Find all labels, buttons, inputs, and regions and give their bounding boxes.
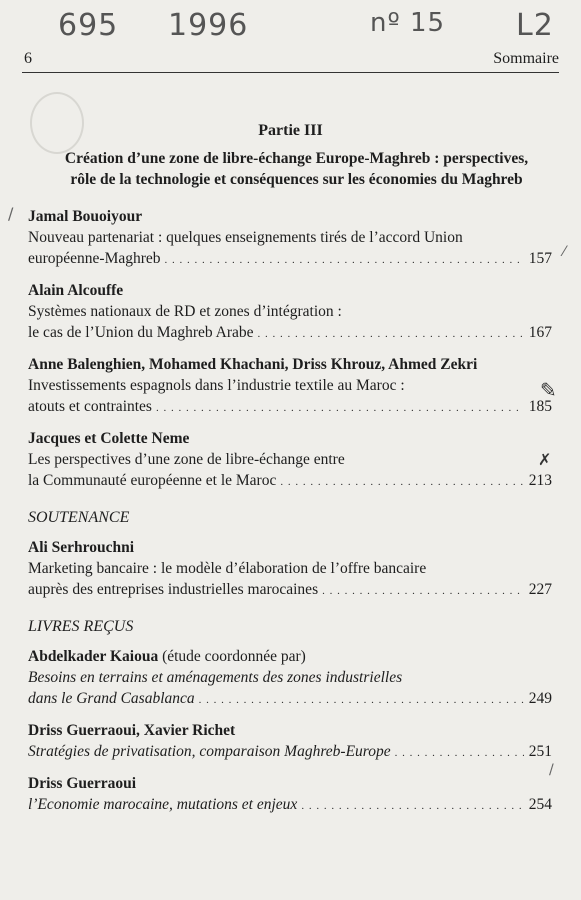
- entry-author: Driss Guerraoui, Xavier Richet: [28, 722, 236, 739]
- handwritten-year: 1996: [168, 8, 249, 43]
- entry-author: Jacques et Colette Neme: [28, 430, 190, 447]
- entry-title-last-line: [28, 470, 552, 493]
- dot-leader: [199, 690, 524, 711]
- entry-page-number: 249: [528, 690, 552, 707]
- entry-title-end: Stratégies de privatisation, comparaison Maghreb-Europe: [28, 743, 391, 760]
- toc-entry[interactable]: [28, 773, 552, 817]
- entry-title-line: Marketing bancaire : le modèle d’élaboration de l’offre bancaire: [28, 560, 427, 577]
- dot-leader: [395, 743, 524, 764]
- entry-author: Alain Alcouffe: [28, 282, 124, 299]
- section-heading-soutenance: SOUTENANCE: [28, 509, 130, 526]
- dot-leader: [280, 472, 524, 493]
- part-title: Partie III: [258, 122, 323, 139]
- toc-entry[interactable]: [28, 280, 552, 345]
- entry-title-line: Besoins en terrains et aménagements des zones industrielles: [28, 669, 403, 686]
- entry-title-end: atouts et contraintes: [28, 398, 152, 415]
- entry-author: Driss Guerraoui: [28, 775, 137, 792]
- entry-title-end: la Communauté européenne et le Maroc: [28, 472, 277, 489]
- section-heading-livres: LIVRES REÇUS: [28, 618, 134, 635]
- pen-tick-mark: /: [8, 204, 14, 223]
- toc-entry[interactable]: [28, 646, 552, 711]
- entry-title-line: Les perspectives d’une zone de libre-échange entre: [28, 451, 345, 468]
- dot-leader: [301, 796, 524, 817]
- entry-title-end: le cas de l’Union du Maghreb Arabe: [28, 324, 254, 341]
- entry-title-end: auprès des entreprises industrielles marocaines: [28, 581, 319, 598]
- entry-page-number: 251: [528, 743, 552, 760]
- page-number: 6: [24, 50, 32, 67]
- entry-title-last-line: [28, 396, 552, 419]
- table-of-contents: [28, 206, 552, 826]
- entry-title-last-line: [28, 579, 552, 602]
- pen-tick-mark: ⁄: [563, 244, 566, 260]
- entry-page-number: 213: [528, 472, 552, 489]
- entry-title-end: européenne-Maghreb: [28, 250, 161, 267]
- entry-title-last-line: [28, 794, 552, 817]
- entry-title-last-line: [28, 741, 552, 764]
- entry-title-last-line: [28, 322, 552, 345]
- running-head: Sommaire: [493, 50, 559, 67]
- dot-leader: [258, 324, 524, 345]
- entry-title-line: Nouveau partenariat : quelques enseignements tirés de l’accord Union: [28, 229, 463, 246]
- toc-entry[interactable]: [28, 428, 552, 493]
- entry-title-line: Investissements espagnols dans l’industrie textile au Maroc :: [28, 377, 405, 394]
- pen-cross-mark: ✗: [538, 450, 552, 469]
- handwritten-code: L2: [516, 8, 554, 43]
- dot-leader: [322, 581, 524, 602]
- entry-page-number: 254: [528, 796, 552, 813]
- entry-page-number: 185: [528, 398, 552, 415]
- toc-entry[interactable]: [28, 720, 552, 764]
- dot-leader: [156, 398, 524, 419]
- handwritten-ref: 695: [58, 8, 119, 43]
- entry-author: [28, 646, 552, 667]
- entry-title-line: Systèmes nationaux de RD et zones d’intégration :: [28, 303, 342, 320]
- pen-scribble-mark: ✎: [540, 378, 557, 402]
- dot-leader: [165, 250, 524, 271]
- toc-entry[interactable]: [28, 537, 552, 602]
- entry-title-last-line: [28, 248, 552, 271]
- entry-title-last-line: [28, 688, 552, 711]
- part-subtitle-line: rôle de la technologie et conséquences sur les économies du Maghreb: [70, 171, 523, 188]
- entry-author-name: Abdelkader Kaioua: [28, 648, 159, 665]
- entry-title-end: dans le Grand Casablanca: [28, 690, 195, 707]
- part-subtitle: [30, 148, 563, 190]
- handwritten-issue: nº 15: [370, 8, 446, 38]
- entry-author: Jamal Bouoiyour: [28, 208, 143, 225]
- entry-title-end: l’Economie marocaine, mutations et enjeux: [28, 796, 298, 813]
- header-rule: [22, 72, 559, 73]
- toc-entry[interactable]: [28, 354, 552, 419]
- entry-page-number: 227: [528, 581, 552, 598]
- entry-author-note: (étude coordonnée par): [158, 648, 306, 665]
- entry-page-number: 157: [528, 250, 552, 267]
- pen-tick-mark: /: [549, 762, 554, 778]
- entry-author: Ali Serhrouchni: [28, 539, 135, 556]
- entry-author: Anne Balenghien, Mohamed Khachani, Driss Khrouz, Ahmed Zekri: [28, 356, 478, 373]
- part-subtitle-line: Création d’une zone de libre-échange Europe-Maghreb : perspectives,: [64, 150, 529, 167]
- toc-entry[interactable]: [28, 206, 552, 271]
- entry-page-number: 167: [528, 324, 552, 341]
